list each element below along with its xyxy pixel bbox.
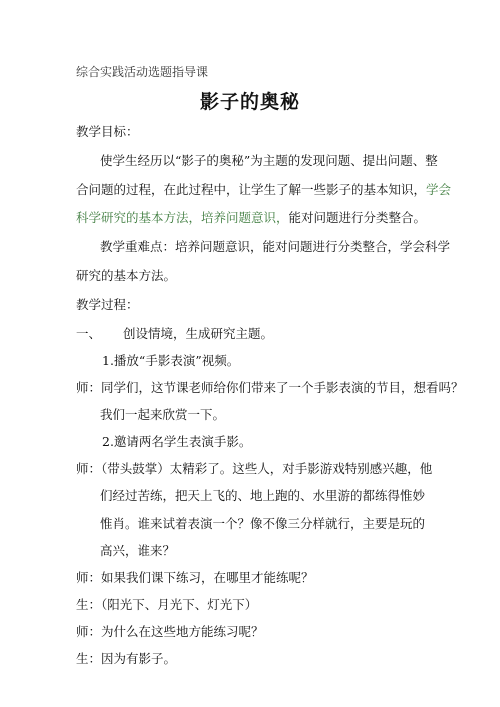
student-line-1: 生：（阳光下、月光下、灯光下）: [76, 597, 258, 612]
lesson-title: 影子的奥秘: [199, 91, 300, 113]
teacher-line-4: 师：为什么在这些地方能练习呢？: [76, 624, 264, 639]
teacher-line-1b: 我们一起来欣赏一下。: [100, 407, 226, 422]
goals-line-3-a: 科学研究的基本方法，: [76, 210, 202, 225]
section-1-number: 一、: [76, 326, 102, 341]
teacher-line-1a: 师：同学们，这节课老师给你们带来了一个手影表演的节目，想看吗？: [76, 380, 464, 395]
student-line-2: 生：因为有影子。: [76, 651, 177, 666]
goals-heading: 教学目标：: [76, 124, 139, 139]
document-header: 综合实践活动选题指导课: [76, 65, 209, 79]
difficulty-line-2: 研究的基本方法。: [76, 268, 177, 283]
step-1: 1.播放“手影表演”视频。: [102, 353, 240, 368]
goals-line-2: [76, 182, 451, 198]
goals-line-3: [76, 210, 426, 226]
section-1-text: 创设情境，生成研究主题。: [123, 326, 274, 341]
process-heading: 教学过程：: [76, 297, 139, 312]
teacher-line-3: 师：如果我们课下练习，在哪里才能练呢？: [76, 570, 314, 585]
teacher-line-2a: 师：（带头鼓掌）太精彩了。这些人，对手影游戏特别感兴趣，他: [76, 461, 433, 476]
goals-line-3-c: 能对问题进行分类整合。: [288, 210, 427, 225]
goals-line-2-tail: 学会: [426, 182, 452, 197]
goals-line-2-main: 合问题的过程，在此过程中，让学生了解一些影子的基本知识，: [76, 182, 427, 197]
goals-line-3-b: 培养问题意识，: [201, 210, 289, 225]
teacher-line-2b: 们经过苦练，把天上飞的、地上跑的、水里游的都练得惟妙: [100, 488, 426, 503]
teacher-line-2c: 惟肖。谁来试着表演一个？像不像三分样就行，主要是玩的: [100, 516, 426, 531]
section-1-heading: [76, 326, 273, 342]
difficulty-line-1: 教学重难点：培养问题意识，能对问题进行分类整合，学会科学: [100, 239, 451, 254]
goals-line-1: 使学生经历以“影子的奥秘”为主题的发现问题、提出问题、整: [100, 153, 438, 168]
teacher-line-2d: 高兴，谁来？: [100, 543, 176, 558]
step-2: 2.邀请两名学生表演手影。: [102, 434, 252, 449]
